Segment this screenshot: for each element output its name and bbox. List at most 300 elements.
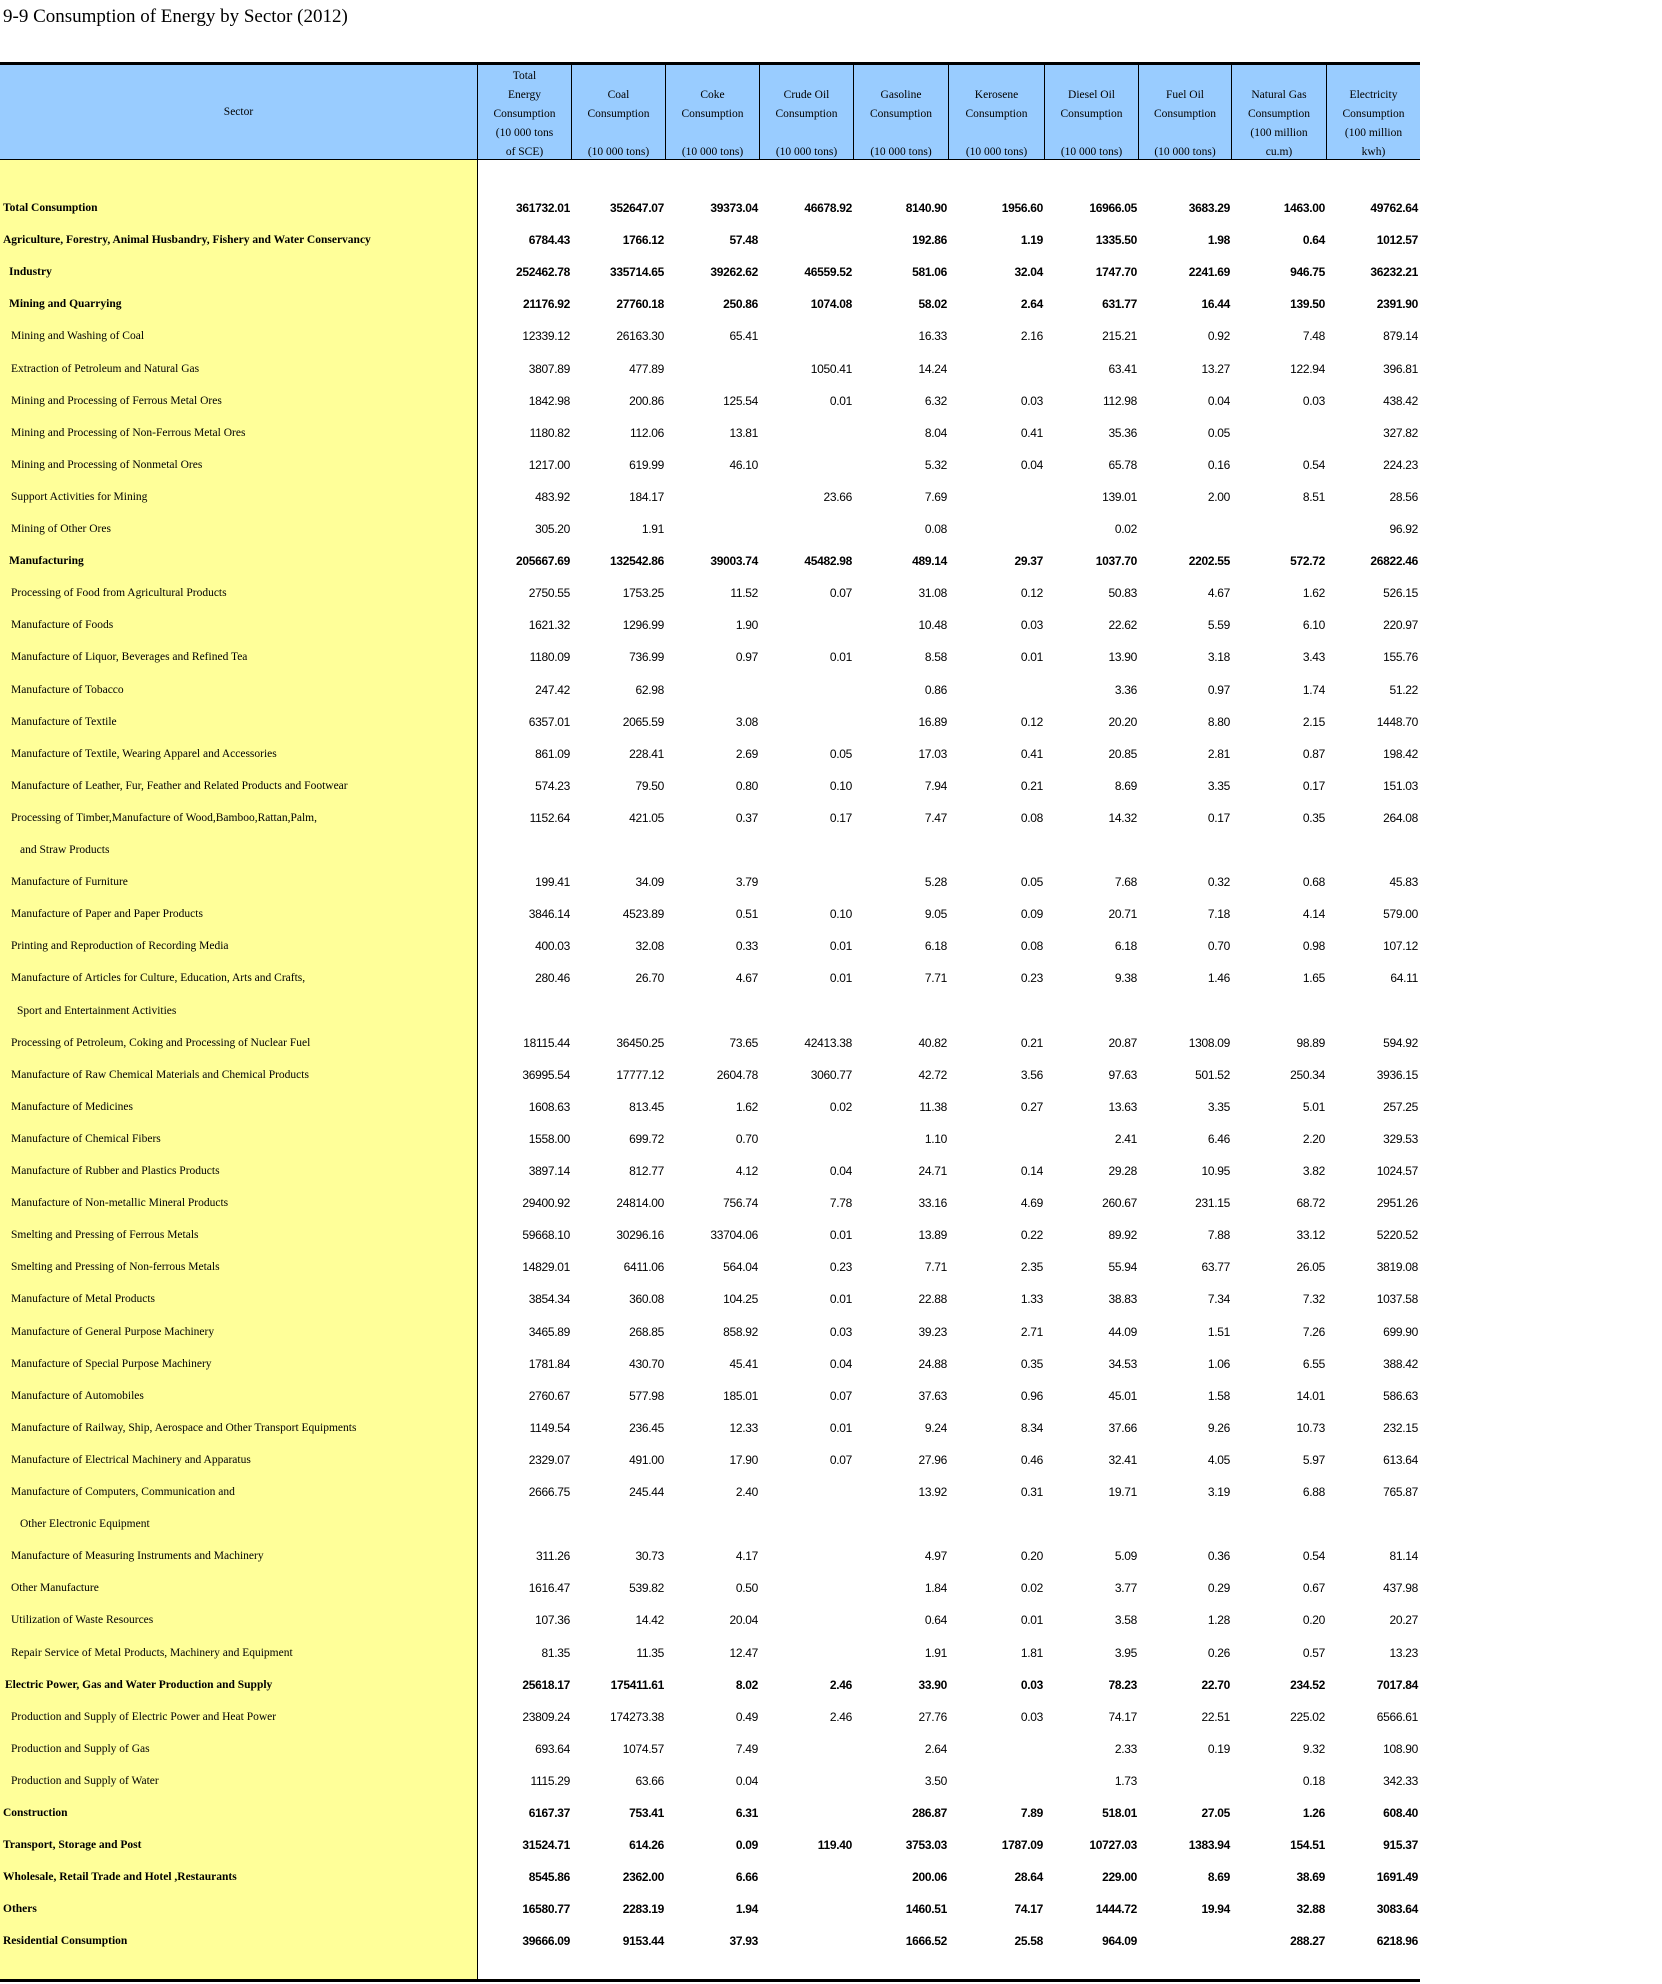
value-cell: 0.07 [829,586,852,601]
value-cell: 7.32 [1302,1292,1325,1307]
table-row [0,1283,1420,1315]
value-cell: 9.26 [1207,1420,1230,1435]
value-cell: 2.35 [1020,1260,1043,1275]
value-cell: 1781.84 [528,1356,570,1371]
sector-label: Manufacture of Measuring Instruments and Machinery [11,1550,264,1563]
value-cell: 0.51 [735,907,758,922]
header-line: (10 000 tons [495,127,554,139]
sector-label: Wholesale, Retail Trade and Hotel ,Restaurants [3,1871,237,1884]
table-row [0,1733,1420,1765]
header-column [666,65,760,160]
value-cell: 9.05 [924,907,947,922]
value-cell: 25.58 [1014,1934,1043,1949]
value-cell: 59668.10 [522,1228,570,1243]
sector-label: Manufacture of General Purpose Machinery [11,1325,215,1338]
value-cell: 13.27 [1201,361,1230,376]
value-cell: 6784.43 [528,233,570,248]
value-cell: 1074.08 [810,297,852,312]
value-cell: 1.84 [924,1581,947,1596]
value-cell: 42.72 [918,1067,947,1082]
value-cell: 29.37 [1014,554,1043,569]
value-cell: 234.52 [1290,1677,1325,1692]
value-cell: 1787.09 [1001,1838,1043,1853]
value-cell: 0.21 [1020,778,1043,793]
sector-label: Manufacture of Non-metallic Mineral Products [11,1197,229,1210]
sector-label: Agriculture, Forestry, Animal Husbandry, Fishery and Water Conservancy [3,234,371,247]
value-cell: 5.59 [1207,618,1230,633]
value-cell: 228.41 [629,746,664,761]
header-line [1045,67,1138,86]
value-cell [953,1123,1043,1155]
table-row [0,417,1420,449]
sector-label: Utilization of Waste Resources [11,1614,154,1627]
value-cell: 225.02 [1290,1709,1325,1724]
table-row [0,449,1420,481]
value-cell [480,1508,570,1540]
table-row [0,770,1420,802]
value-cell: 5.28 [924,875,947,890]
value-cell: 28.64 [1014,1870,1043,1885]
table-row [0,1251,1420,1283]
header-line: cu.m) [1265,146,1293,158]
value-cell: 25618.17 [522,1677,570,1692]
header-line: (10 000 tons) [775,146,838,158]
value-cell: 63.77 [1201,1260,1230,1275]
value-cell: 37.93 [729,1934,758,1949]
value-cell: 74.17 [1014,1902,1043,1917]
sector-label: Manufacture of Metal Products [11,1293,156,1306]
header-column [854,65,949,160]
value-cell: 174273.38 [609,1709,664,1724]
value-cell: 20.04 [729,1613,758,1628]
value-cell [953,513,1043,545]
value-cell: 64.11 [1390,971,1418,986]
value-cell: 0.03 [1020,393,1043,408]
value-cell: 1.74 [1302,682,1325,697]
value-cell: 0.04 [1207,393,1230,408]
value-cell: 0.05 [829,746,852,761]
value-cell: 13.81 [729,425,758,440]
value-cell: 78.23 [1108,1677,1137,1692]
value-cell: 23809.24 [522,1709,570,1724]
value-cell: 232.15 [1383,1420,1418,1435]
value-cell [668,513,758,545]
value-cell: 6167.37 [528,1806,570,1820]
value-cell: 7.49 [735,1741,758,1756]
value-cell: 1.06 [1207,1356,1230,1371]
value-cell: 305.20 [535,522,570,536]
value-cell [762,1604,852,1636]
value-cell: 0.03 [1020,1677,1043,1692]
value-cell: 0.36 [1207,1549,1230,1564]
value-cell: 7.26 [1302,1324,1325,1339]
value-cell: 0.26 [1207,1645,1230,1660]
value-cell: 112.98 [1102,393,1137,408]
value-cell: 257.25 [1383,1099,1418,1114]
header-line [1045,124,1138,143]
value-cell: 7.18 [1207,907,1230,922]
value-cell: 491.00 [629,1452,664,1467]
table-row [0,609,1420,641]
value-cell [1328,1508,1418,1540]
value-cell: 51.22 [1389,682,1418,697]
header-column [478,65,572,160]
value-cell: 19.94 [1201,1902,1230,1917]
header-line [760,124,853,143]
value-cell: 0.19 [1207,1741,1230,1756]
value-cell: 2760.67 [528,1388,570,1403]
value-cell: 2.46 [829,1677,852,1692]
value-cell [1235,417,1325,449]
value-cell: 3.77 [1114,1581,1137,1596]
value-cell: 250.34 [1290,1067,1325,1082]
value-cell: 20.87 [1108,1035,1137,1050]
value-cell: 0.12 [1020,586,1043,601]
value-cell: 17.03 [918,746,947,761]
value-cell: 1037.58 [1376,1292,1418,1307]
table-row [0,1155,1420,1187]
value-cell: 6357.01 [528,714,570,729]
value-cell: 8140.90 [905,201,947,215]
value-cell: 36450.25 [616,1035,664,1050]
value-cell: 2241.69 [1188,265,1230,280]
value-cell: 104.25 [723,1292,758,1307]
sector-label: Construction [3,1807,68,1819]
value-cell: 2065.59 [622,714,664,729]
value-cell [668,834,758,866]
value-cell: 813.45 [629,1099,664,1114]
header-column [572,65,666,160]
value-cell: 280.46 [535,971,570,986]
value-cell: 5.01 [1302,1099,1325,1114]
value-cell: 0.98 [1302,939,1325,954]
value-cell: 37.63 [918,1388,947,1403]
value-cell: 44.09 [1108,1324,1137,1339]
value-cell: 29.28 [1108,1164,1137,1178]
header-line: (10 000 tons) [1154,146,1216,158]
value-cell: 0.97 [1207,682,1230,697]
value-cell: 286.87 [912,1806,947,1820]
value-cell: 62.98 [635,682,664,697]
value-cell: 0.37 [735,810,758,825]
value-cell: 0.35 [1020,1356,1043,1371]
value-cell: 396.81 [1383,361,1418,376]
value-cell: 1.91 [641,522,664,536]
value-cell: 14829.01 [522,1260,570,1275]
value-cell: 0.09 [1020,907,1043,922]
value-cell: 288.27 [1290,1934,1325,1949]
value-cell: 3807.89 [528,361,570,376]
value-cell: 438.42 [1383,393,1418,408]
header-line [1139,124,1231,143]
header-line [949,124,1044,143]
value-cell: 812.77 [629,1164,664,1178]
value-cell: 26.05 [1296,1260,1325,1275]
value-cell: 861.09 [535,746,570,761]
table-row [0,1540,1420,1572]
table-row [0,1765,1420,1797]
sector-label: Industry [9,266,52,279]
value-cell: 32.08 [635,939,664,954]
value-cell: 1747.70 [1095,265,1137,280]
value-cell: 0.87 [1302,746,1325,761]
value-cell: 0.27 [1020,1099,1043,1114]
value-cell: 7.34 [1207,1292,1230,1307]
value-cell: 10.95 [1201,1164,1230,1178]
header-line: Consumption [1342,108,1405,120]
value-cell: 1558.00 [528,1131,570,1146]
value-cell [1235,995,1325,1027]
value-cell: 0.01 [829,939,852,954]
value-cell: 1.98 [1207,233,1230,248]
sector-label: Mining and Quarrying [9,298,122,311]
value-cell: 32.41 [1108,1452,1137,1467]
value-cell [1235,513,1325,545]
value-cell: 45482.98 [804,554,852,569]
value-cell: 10.48 [918,618,947,633]
value-cell: 247.42 [535,682,570,697]
value-cell: 29400.92 [522,1196,570,1211]
value-cell: 8.80 [1207,714,1230,729]
table-row [0,385,1420,417]
value-cell: 220.97 [1383,618,1418,633]
value-cell: 1.26 [1302,1806,1325,1820]
value-cell: 579.00 [1383,907,1418,922]
value-cell [762,320,852,352]
value-cell: 577.98 [629,1388,664,1403]
sector-label: Residential Consumption [3,1935,128,1948]
value-cell [762,224,852,256]
value-cell: 22.70 [1201,1677,1230,1692]
header-line: kwh) [1361,146,1386,158]
sector-label: Mining and Processing of Non-Ferrous Metal Ores [11,426,246,439]
value-cell: 27.96 [918,1452,947,1467]
value-cell: 0.17 [1302,778,1325,793]
value-cell: 0.07 [829,1388,852,1403]
value-cell: 0.04 [1020,457,1043,472]
value-cell [480,834,570,866]
sector-label: Total Consumption [3,202,98,214]
value-cell: 0.01 [1020,650,1043,665]
value-cell: 65.41 [729,329,758,344]
value-cell: 0.04 [735,1773,758,1788]
value-cell: 581.06 [912,265,947,280]
value-cell: 33.12 [1296,1228,1325,1243]
value-cell: 1753.25 [622,586,664,601]
sector-label: Production and Supply of Water [11,1774,159,1787]
value-cell: 8.34 [1020,1420,1043,1435]
value-cell: 2.64 [1020,297,1043,312]
value-cell: 20.20 [1108,714,1137,729]
value-cell: 574.23 [535,778,570,793]
value-cell [574,995,664,1027]
table-header [0,62,1420,160]
value-cell: 421.05 [629,810,664,825]
value-cell: 3.43 [1302,650,1325,665]
value-cell: 198.42 [1383,746,1418,761]
value-cell [1140,1925,1230,1957]
value-cell: 37.66 [1108,1420,1137,1435]
value-cell [857,1508,947,1540]
value-cell [762,1540,852,1572]
value-cell: 2.81 [1207,746,1230,761]
value-cell: 7.47 [924,810,947,825]
value-cell: 45.83 [1389,875,1418,890]
table-row [0,1123,1420,1155]
value-cell: 2.69 [735,746,758,761]
value-cell: 1152.64 [529,810,570,825]
value-cell [762,1893,852,1925]
value-cell [762,674,852,706]
value-cell [762,866,852,898]
value-cell: 0.54 [1302,1549,1325,1564]
value-cell: 327.82 [1383,425,1418,440]
value-cell: 1448.70 [1376,714,1418,729]
value-cell: 79.50 [635,778,664,793]
table-row [0,288,1420,320]
value-cell: 8.69 [1114,778,1137,793]
value-cell: 13.23 [1389,1645,1418,1660]
value-cell: 14.32 [1108,810,1137,825]
value-cell: 57.48 [729,233,758,248]
table-row [0,1925,1420,1957]
sector-label: Other Electronic Equipment [20,1518,150,1531]
table-row [0,802,1420,834]
value-cell [762,1861,852,1893]
value-cell: 7.71 [924,971,947,986]
value-cell: 2.64 [924,1741,947,1756]
value-cell: 1.19 [1020,233,1043,248]
value-cell [1328,834,1418,866]
header-sector: Sector [0,65,478,160]
value-cell: 2.71 [1020,1324,1043,1339]
value-cell [762,834,852,866]
header-line [760,67,853,86]
value-cell: 0.20 [1302,1613,1325,1628]
header-line [1327,67,1420,86]
value-cell: 3.58 [1114,1613,1137,1628]
header-column [949,65,1045,160]
table-row [0,1027,1420,1059]
value-cell: 245.44 [629,1485,664,1499]
value-cell: 42413.38 [804,1035,852,1050]
value-cell: 5.97 [1302,1452,1325,1467]
value-cell: 0.05 [1020,875,1043,890]
value-cell: 20.71 [1108,907,1137,922]
value-cell: 6.46 [1207,1131,1230,1146]
header-column [1139,65,1232,160]
value-cell: 3683.29 [1188,201,1230,215]
table-row [0,481,1420,513]
value-cell: 1.90 [735,618,758,633]
value-cell: 20.85 [1108,746,1137,761]
value-cell: 154.51 [1290,1838,1325,1853]
header-column [1327,65,1420,160]
value-cell: 4.05 [1207,1452,1230,1467]
header-line [666,124,759,143]
value-cell: 3936.15 [1376,1067,1418,1082]
value-cell: 7.89 [1020,1806,1043,1820]
value-cell: 9.38 [1114,971,1137,986]
value-cell: 1842.98 [528,393,570,408]
value-cell: 1.51 [1207,1324,1230,1339]
sector-label: Mining and Processing of Ferrous Metal Ores [11,394,222,407]
value-cell: 26.70 [635,971,664,986]
value-cell: 0.50 [735,1581,758,1596]
header-line [854,124,948,143]
value-cell: 185.01 [723,1388,758,1403]
value-cell: 483.92 [535,489,570,504]
table-row [0,1444,1420,1476]
value-cell: 2.41 [1114,1131,1137,1146]
value-cell: 3.50 [924,1773,947,1788]
sector-label: Electric Power, Gas and Water Production and Supply [5,1678,273,1691]
value-cell: 342.33 [1383,1773,1418,1788]
sector-label: Manufacture of Computers, Communication and [11,1486,235,1498]
header-line [949,67,1044,86]
value-cell: 13.90 [1108,650,1137,665]
value-cell: 0.97 [735,650,758,665]
table-row [0,545,1420,577]
value-cell: 155.76 [1383,650,1418,665]
value-cell: 0.86 [924,682,947,697]
value-cell: 1.81 [1020,1645,1043,1660]
value-cell: 139.50 [1290,297,1325,312]
value-cell: 250.86 [723,297,758,312]
value-cell: 1.46 [1207,971,1230,986]
value-cell: 1037.70 [1095,554,1137,569]
value-cell: 1666.52 [905,1934,947,1949]
table-row [0,866,1420,898]
value-cell: 7.88 [1207,1228,1230,1243]
sector-label: Smelting and Pressing of Ferrous Metals [11,1229,199,1242]
table-row [0,674,1420,706]
value-cell: 26163.30 [616,329,664,344]
sector-label: Sport and Entertainment Activities [17,1004,177,1017]
value-cell: 9.32 [1302,1741,1325,1756]
value-cell: 231.15 [1195,1196,1230,1211]
sector-label: Manufacture of Textile [11,715,117,728]
value-cell: 0.03 [1020,618,1043,633]
sector-label: Processing of Food from Agricultural Products [11,587,227,600]
value-cell: 0.07 [829,1452,852,1467]
value-cell: 477.89 [629,361,664,376]
value-cell: 2750.55 [528,586,570,601]
value-cell: 4.69 [1020,1196,1043,1211]
table-row [0,513,1420,545]
value-cell: 3083.64 [1376,1902,1418,1917]
sector-label: Printing and Reproduction of Recording Media [11,940,229,953]
sector-label: Support Activities for Mining [11,490,148,503]
value-cell [762,1572,852,1604]
value-cell [762,1637,852,1669]
value-cell: 400.03 [535,939,570,954]
value-cell: 1.10 [924,1131,947,1146]
header-column [760,65,854,160]
value-cell: 3.18 [1207,650,1230,665]
value-cell [953,1733,1043,1765]
table-row [0,1572,1420,1604]
value-cell: 0.01 [1020,1613,1043,1628]
value-cell: 3.56 [1020,1067,1043,1082]
value-cell: 0.70 [1207,939,1230,954]
value-cell: 7.78 [829,1196,852,1211]
sector-label: Manufacture of Leather, Fur, Feather and Related Products and Footwear [11,779,348,792]
table-row [0,1637,1420,1669]
value-cell: 50.83 [1108,586,1137,601]
sector-label: Manufacturing [9,555,84,568]
value-cell [1235,1508,1325,1540]
